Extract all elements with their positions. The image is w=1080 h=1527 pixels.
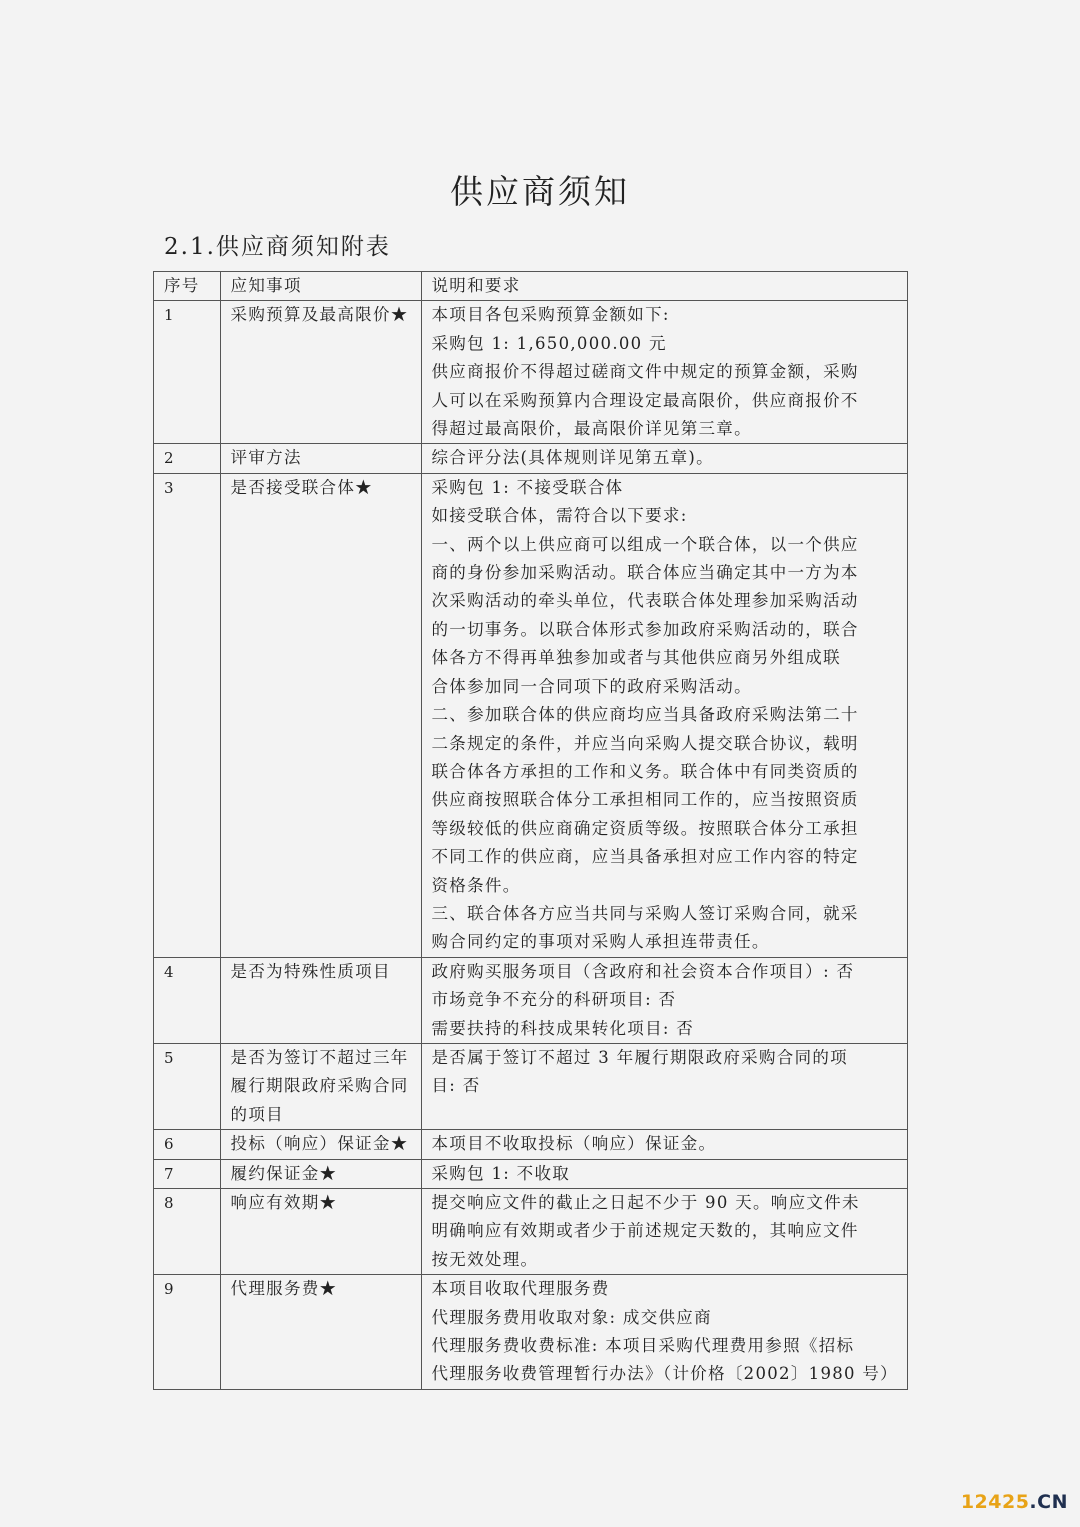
description-line: 不同工作的供应商，应当具备承担对应工作内容的特定 — [431, 847, 859, 867]
description-line: 二、参加联合体的供应商均应当具备政府采购法第二十 — [431, 705, 859, 725]
row-number: 1 — [154, 301, 221, 444]
description-line: 综合评分法(具体规则详见第五章)。 — [431, 448, 714, 468]
row-item — [220, 1189, 421, 1275]
item-line: 评审方法 — [230, 448, 302, 468]
description-line: 是否属于签订不超过 3 年履行期限政府采购合同的项 — [431, 1047, 848, 1067]
row-number: 3 — [154, 473, 221, 957]
row-number: 2 — [154, 444, 221, 473]
description-line: 按无效处理。 — [431, 1249, 539, 1269]
description-line: 代理服务收费管理暂行办法》（计价格〔2002〕1980 号） — [431, 1364, 898, 1384]
row-item — [220, 444, 421, 473]
row-item — [220, 1130, 421, 1159]
description-line: 合体参加同一合同项下的政府采购活动。 — [431, 676, 752, 696]
row-item — [220, 1043, 421, 1129]
description-line: 供应商报价不得超过磋商文件中规定的预算金额，采购 — [431, 362, 859, 382]
item-line: 代理服务费★ — [230, 1279, 338, 1299]
item-line: 是否为签订不超过三年 — [230, 1047, 409, 1067]
description-line: 本项目各包采购预算金额如下: — [431, 305, 670, 325]
item-line: 是否为特殊性质项目 — [230, 961, 391, 981]
table-row — [154, 301, 908, 444]
row-item — [220, 957, 421, 1043]
description-line: 本项目收取代理服务费 — [431, 1279, 610, 1299]
row-item — [220, 301, 421, 444]
description-line: 的一切事务。以联合体形式参加政府采购活动的，联合 — [431, 619, 859, 639]
description-line: 明确响应有效期或者少于前述规定天数的，其响应文件 — [431, 1221, 859, 1241]
description-line: 提交响应文件的截止之日起不少于 90 天。响应文件未 — [431, 1193, 860, 1212]
table-row — [154, 473, 908, 957]
description-line: 需要扶持的科技成果转化项目: 否 — [431, 1018, 695, 1038]
item-line: 采购预算及最高限价★ — [230, 305, 409, 325]
row-description — [421, 444, 908, 473]
site-watermark — [961, 1491, 1068, 1513]
section-heading: 2.1.供应商须知附表 — [164, 234, 391, 260]
table-row — [154, 957, 908, 1043]
description-line: 二条规定的条件，并应当向采购人提交联合协议，载明 — [431, 733, 859, 753]
description-line: 目: 否 — [431, 1076, 481, 1096]
table-row — [154, 1159, 908, 1188]
description-line: 代理服务费用收取对象: 成交供应商 — [431, 1307, 712, 1327]
row-number: 7 — [154, 1159, 221, 1188]
description-line: 等级较低的供应商确定资质等级。按照联合体分工承担 — [431, 818, 859, 838]
row-description — [421, 1130, 908, 1159]
item-line: 是否接受联合体★ — [230, 477, 373, 497]
table-row — [154, 444, 908, 473]
document-title: 供应商须知 — [450, 172, 630, 211]
row-description — [421, 473, 908, 957]
table-row — [154, 1275, 908, 1390]
row-description — [421, 301, 908, 444]
row-description — [421, 1159, 908, 1188]
header-cell-item: 应知事项 — [220, 272, 421, 301]
description-line: 本项目不收取投标（响应）保证金。 — [431, 1134, 717, 1154]
description-line: 市场竞争不充分的科研项目: 否 — [431, 990, 677, 1010]
item-line: 履约保证金★ — [230, 1163, 338, 1183]
row-description — [421, 1275, 908, 1390]
item-line: 响应有效期★ — [230, 1193, 338, 1212]
row-description — [421, 957, 908, 1043]
header-cell-no: 序号 — [154, 272, 221, 301]
description-line: 供应商按照联合体分工承担相同工作的，应当按照资质 — [431, 790, 859, 810]
table-header-row — [154, 272, 908, 301]
table-row — [154, 1130, 908, 1159]
row-number: 6 — [154, 1130, 221, 1159]
row-item — [220, 473, 421, 957]
description-line: 代理服务费收费标准: 本项目采购代理费用参照《招标 — [431, 1336, 855, 1356]
description-line: 次采购活动的牵头单位，代表联合体处理参加采购活动 — [431, 591, 859, 611]
description-line: 如接受联合体，需符合以下要求: — [431, 506, 688, 526]
watermark-domain: .CN — [1029, 1491, 1068, 1513]
item-line: 的项目 — [230, 1104, 284, 1124]
description-line: 联合体各方承担的工作和义务。联合体中有同类资质的 — [431, 761, 859, 781]
row-item — [220, 1275, 421, 1390]
row-number: 4 — [154, 957, 221, 1043]
header-cell-desc: 说明和要求 — [421, 272, 908, 301]
item-line: 履行期限政府采购合同 — [230, 1076, 409, 1096]
description-line: 购合同约定的事项对采购人承担连带责任。 — [431, 932, 770, 952]
table-row — [154, 1043, 908, 1129]
description-line: 采购包 1: 1,650,000.00 元 — [431, 333, 667, 353]
row-number: 9 — [154, 1275, 221, 1390]
description-line: 资格条件。 — [431, 875, 521, 895]
row-number: 5 — [154, 1043, 221, 1129]
description-line: 得超过最高限价，最高限价详见第三章。 — [431, 419, 752, 439]
description-line: 三、联合体各方应当共同与采购人签订采购合同，就采 — [431, 903, 859, 923]
supplier-notice-table — [153, 271, 908, 1390]
description-line: 体各方不得再单独参加或者与其他供应商另外组成联 — [431, 648, 841, 668]
description-line: 政府购买服务项目（含政府和社会资本合作项目）: 否 — [431, 961, 855, 981]
row-description — [421, 1043, 908, 1129]
watermark-number: 12425 — [960, 1491, 1030, 1513]
row-number: 8 — [154, 1189, 221, 1275]
row-description — [421, 1189, 908, 1275]
description-line: 人可以在采购预算内合理设定最高限价，供应商报价不 — [431, 390, 859, 410]
description-line: 商的身份参加采购活动。联合体应当确定其中一方为本 — [431, 563, 859, 583]
table-row — [154, 1189, 908, 1275]
description-line: 一、两个以上供应商可以组成一个联合体，以一个供应 — [431, 534, 859, 554]
description-line: 采购包 1: 不收取 — [431, 1163, 571, 1183]
item-line: 投标（响应）保证金★ — [230, 1134, 409, 1154]
description-line: 采购包 1: 不接受联合体 — [431, 477, 624, 497]
row-item — [220, 1159, 421, 1188]
